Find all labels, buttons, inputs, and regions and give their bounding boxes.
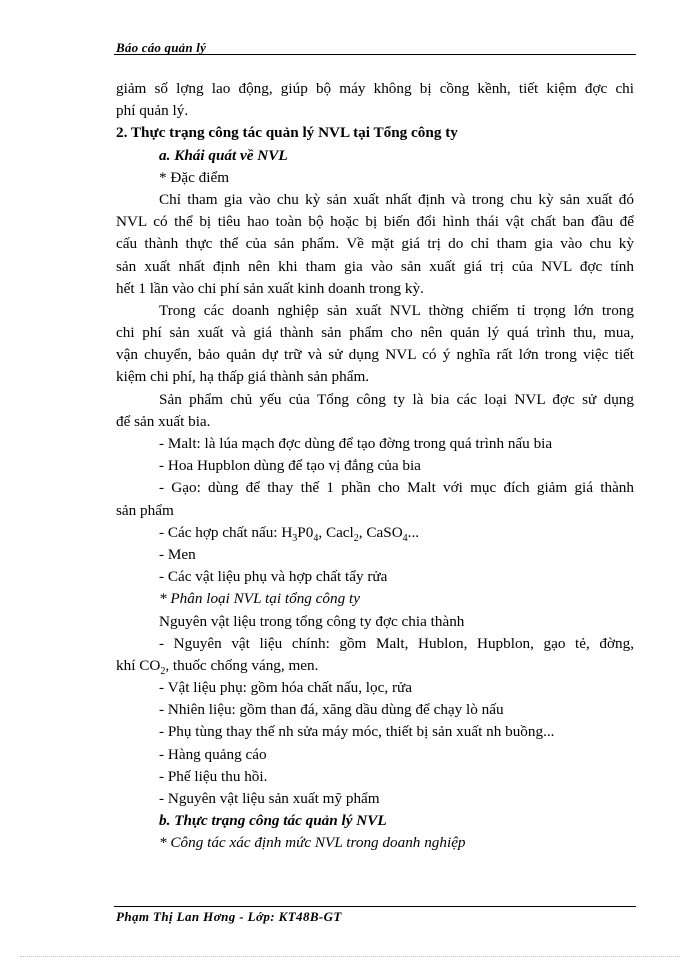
document-body [116, 78, 634, 855]
text-line: b. Thực trạng công tác quản lý NVL [159, 812, 387, 830]
text-line: - Vật liệu phụ: gồm hóa chất nấu, lọc, rửa [159, 679, 412, 697]
text-line: Trong các doanh nghiệp sản xuất NVL thờng chiếm tỉ trọng lớn trong [159, 301, 634, 319]
text-line: cấu thành thực thể của sản phẩm. Về mặt giá trị do chỉ tham gia vào chu kỳ [116, 235, 634, 253]
text-line: - Nguyên vật liệu chính: gồm Malt, Hublon, Hupblon, gạo tẻ, đờng, [159, 634, 634, 652]
text-line: - Nguyên vật liệu sản xuất mỹ phẩm [159, 790, 380, 807]
text-line: * Phân loại NVL tại tổng công ty [159, 590, 360, 608]
text-line: sản phẩm [116, 501, 174, 519]
text-line: - Malt: là lúa mạch đợc dùng để tạo đờng trong quá trình nấu bia [159, 435, 553, 452]
text-line: - Phụ tùng thay thế nh sửa máy móc, thiết bị sản xuất nh buồng... [159, 723, 555, 741]
text-line: * Đặc điểm [159, 168, 230, 186]
text-line: khí $CO_2$, thuốc chống váng, men. [116, 656, 319, 677]
page-header-title: Báo cáo quản lý [116, 40, 207, 55]
text-line: * Công tác xác định mức NVL trong doanh nghiệp [159, 834, 466, 852]
text-line: - Phế liệu thu hồi. [159, 767, 268, 785]
text-line: vận chuyển, bảo quản dự trữ và sử dụng NVL có ý nghĩa rất lớn trong việc tiết [116, 346, 634, 364]
page-bottom-border [20, 956, 680, 957]
text-line: sản xuất nhất định nên khi tham gia vào sản xuất giá trị của NVL đợc tính [116, 257, 634, 275]
text-line: Chỉ tham gia vào chu kỳ sản xuất nhất định và trong chu kỳ sản xuất đó [159, 190, 634, 208]
page-footer-author: Phạm Thị Lan Hơng - Lớp: KT48B-GT [116, 909, 342, 924]
text-line: - Nhiên liệu: gồm than đá, xăng dầu dùng để chạy lò nấu [159, 701, 504, 719]
text-line: - Hàng quảng cáo [159, 745, 267, 763]
text-line: a. Khái quát về NVL [159, 146, 288, 164]
header-divider [114, 54, 636, 55]
text-line: - Men [159, 545, 196, 563]
text-line: 2. Thực trạng công tác quản lý NVL tại Tổng công ty [116, 124, 458, 142]
text-line: giảm số lợng lao động, giúp bộ máy không bị cồng kềnh, tiết kiệm đợc chi [116, 80, 634, 97]
footer-divider [114, 906, 636, 907]
text-line: để sản xuất bia. [116, 412, 211, 430]
text-line: Nguyên vật liệu trong tổng công ty đợc chia thành [159, 612, 465, 630]
text-line: - Các hợp chất nấu: $H_3P0_4$, Cacl$_2$, CaSO$_4$... [159, 523, 420, 544]
text-line: chi phí sản xuất và giá thành sản phẩm cho nên quản lý quá trình thu, mua, [116, 324, 634, 342]
text-line: - Hoa Hupblon dùng để tạo vị đắng của bia [159, 457, 421, 475]
text-line: - Gạo: dùng để thay thế 1 phần cho Malt với mục đích giảm giá thành [159, 479, 634, 497]
text-line: kiệm chi phí, hạ thấp giá thành sản phẩm. [116, 368, 370, 386]
text-line: phí quản lý. [116, 102, 189, 120]
text-line: NVL có thể bị tiêu hao toàn bộ hoặc bị biến đổi hình thái vật chất ban đầu để [116, 213, 634, 231]
text-line: Sản phẩm chủ yếu của Tổng công ty là bia các loại NVL đợc sử dụng [159, 390, 634, 408]
text-line: - Các vật liệu phụ và hợp chất tẩy rửa [159, 568, 388, 586]
text-line: hết 1 lần vào chi phí sản xuất kinh doanh trong kỳ. [116, 279, 424, 297]
